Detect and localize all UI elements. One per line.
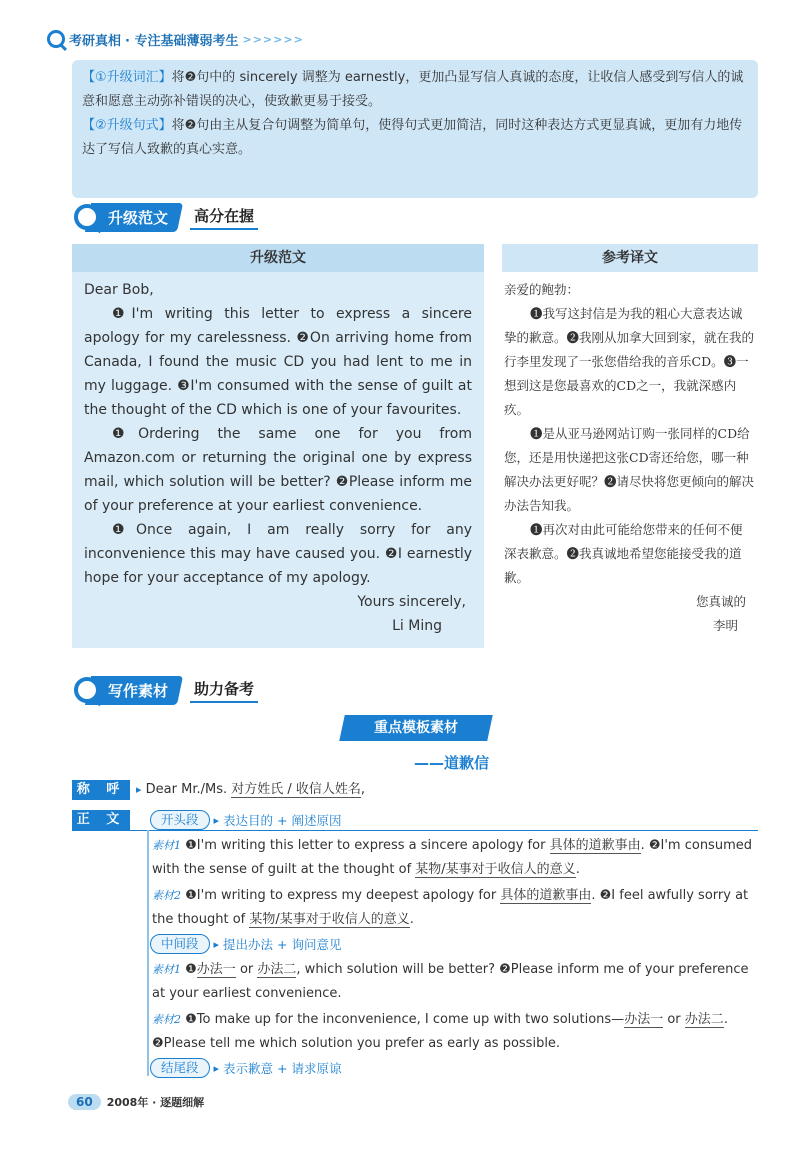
blank: 办法一 [196,962,236,977]
note-line-1 [82,66,748,114]
page-header [47,26,304,52]
template-title: 重点模板素材 [339,715,493,741]
arrow-icon: ▸ [136,783,142,796]
material-text: . ❷I feel awfully sorry at the thought of [152,888,749,927]
middle-box: 中间段 [150,934,210,954]
blank: 具体的道歉事由 [549,838,641,853]
material-tag: 素材1 [152,963,181,976]
translation-body [502,272,758,638]
divider [72,830,758,831]
translation-paragraph-3: ❶再次对由此可能给您带来的任何不便深表歉意。❷我真诚地希望您能接受我的道歉。 [504,522,743,585]
tree-line [147,830,149,1076]
essay-body [72,272,484,638]
opening-segment [150,810,341,830]
salutation-row: ▸ Dear Mr./Ms. 对方姓氏 / 收信人姓名, [136,782,366,797]
salutation-blank: 对方姓氏 / 收信人姓名 [231,782,361,797]
ending-desc: 表示歉意 + 请求原谅 [223,1061,342,1076]
note-line-2 [82,114,748,162]
magnifier-icon [74,677,100,703]
essay-header: 升级范文 [72,244,484,272]
material-text: ❶I'm writing this letter to express a sincere apology for [185,838,546,853]
translation-panel [502,244,758,648]
note-tag-1: 【①升级词汇】 [82,70,172,85]
material-text: ❷Please tell me which solution you prefer as early as possible. [152,1036,561,1051]
footer-text: 2008年 · 逐题细解 [106,1096,205,1109]
middle-material-1: 素材1 ❶办法一 or 办法二, which solution will be better? ❷Please inform me of your preference at your earliest convenience. [152,962,749,1001]
section-pill: 写作素材 [85,676,183,705]
template-subtitle: ——道歉信 [414,754,490,772]
material-tag: 素材2 [152,1013,181,1026]
header-arrows: >>>>>> [242,32,304,46]
material-text: , which solution will be better? ❷Please inform me of your preference at your earliest convenience. [152,962,749,1001]
note-text-2: 将❷句由主从复合句调整为简单句，使得句式更加简洁，同时这种表达方式更显真诚，更加有力地传达了写信人致歉的真心实意。 [82,118,743,157]
material-text: or [667,1012,681,1027]
note-text-1: 将❷句中的 sincerely 调整为 earnestly，更加凸显写信人真诚的态度，让收信人感受到写信人的诚意和愿意主动弥补错误的决心，使致歉更易于接受。 [82,70,744,109]
body-label: 正 文 [72,810,130,830]
blank: 办法二 [257,962,297,977]
middle-material-2: 素材2 ❶To make up for the inconvenience, I come up with two solutions—办法一 or 办法二. ❷Please tell me which solution you prefer as early as possible. [152,1012,728,1051]
arrow-icon: ▸ [213,937,220,951]
essay-panel [72,244,484,648]
material-text: or [239,962,254,977]
material-text: . ❷I'm consumed with the sense of guilt at the thought of [152,838,752,877]
essay-paragraph-3: ❶Once again, I am really sorry for any inconvenience this may have caused you. ❷I earnestly hope for your acceptance of my apology. [84,522,472,586]
blank: 具体的道歉事由 [500,888,592,903]
translation-paragraph-2: ❶是从亚马逊网站订购一张同样的CD给您，还是用快递把这张CD寄还给您，哪一种解决办法更好呢？❷请尽快将您更倾向的解决办法告知我。 [504,426,755,513]
essay-greeting: Dear Bob, [84,282,154,298]
section-subtitle: 助力备考 [190,678,258,703]
material-text: ❶I'm writing to express my deepest apology for [185,888,497,903]
translation-header: 参考译文 [502,244,758,272]
material-tag: 素材1 [152,839,181,852]
translation-signature: 李明 [712,618,738,633]
opening-box: 开头段 [150,810,210,830]
header-title: 考研真相 [69,33,122,49]
material-tag: 素材2 [152,889,181,902]
essay-paragraph-2: ❶Ordering the same one for you from Amazon.com or returning the original one by express mail, which solution will be better? ❷Please inform me of your preference at your earliest convenience. [84,426,472,514]
arrow-icon: ▸ [213,813,220,827]
section-heading-upgrade [74,200,258,234]
salutation-label: 称 呼 [72,780,130,800]
section-subtitle: 高分在握 [190,205,258,230]
opening-material-2: 素材2 ❶I'm writing to express my deepest apology for 具体的道歉事由. ❷I feel awfully sorry at the thought of 某物/某事对于收信人的意义. [152,888,749,927]
essay-closing: Yours sincerely, [357,594,466,610]
blank: 某物/某事对于收信人的意义 [415,862,576,877]
salutation-text: Dear Mr./Ms. [145,782,228,797]
section-heading-material [74,673,258,707]
section-pill: 升级范文 [85,203,183,232]
middle-segment [150,934,341,954]
magnifier-icon [74,204,100,230]
opening-desc: 表达目的 + 阐述原因 [223,813,342,828]
page-number: 60 [68,1094,101,1110]
opening-material-1: 素材1 ❶I'm writing this letter to express a sincere apology for 具体的道歉事由. ❷I'm consumed with the sense of guilt at the thought of 某物/某事对于收信人的意义. [152,838,752,877]
middle-desc: 提出办法 + 询问意见 [223,937,342,952]
arrow-icon: ▸ [213,1061,220,1075]
blank: 某物/某事对于收信人的意义 [249,912,410,927]
blank: 办法二 [684,1012,724,1027]
upgrade-note [72,60,758,198]
ending-segment [150,1058,341,1078]
translation-paragraph-1: ❶我写这封信是为我的粗心大意表达诚挚的歉意。❷我刚从加拿大回到家，就在我的行李里发现了一张您借给我的音乐CD。❸一想到这是您最喜欢的CD之一，我就深感内疚。 [504,306,755,417]
search-logo-icon [47,30,65,48]
essay-paragraph-1: ❶I'm writing this letter to express a sincere apology for my carelessness. ❷On arriving home from Canada, I found the music CD you had lent to me in my luggage. ❸I'm consumed with the sense of guilt at the thought of the CD which is one of your favourites. [84,306,472,418]
ending-box: 结尾段 [150,1058,210,1078]
page-footer [68,1094,204,1110]
note-tag-2: 【②升级句式】 [82,118,172,133]
blank: 办法一 [624,1012,664,1027]
essay-signature: Li Ming [392,618,442,634]
translation-closing: 您真诚的 [695,594,746,609]
material-text: ❶To make up for the inconvenience, I come up with two solutions— [185,1012,625,1027]
header-subtitle: · 专注基础薄弱考生 [125,33,239,49]
translation-greeting: 亲爱的鲍勃： [504,282,580,297]
